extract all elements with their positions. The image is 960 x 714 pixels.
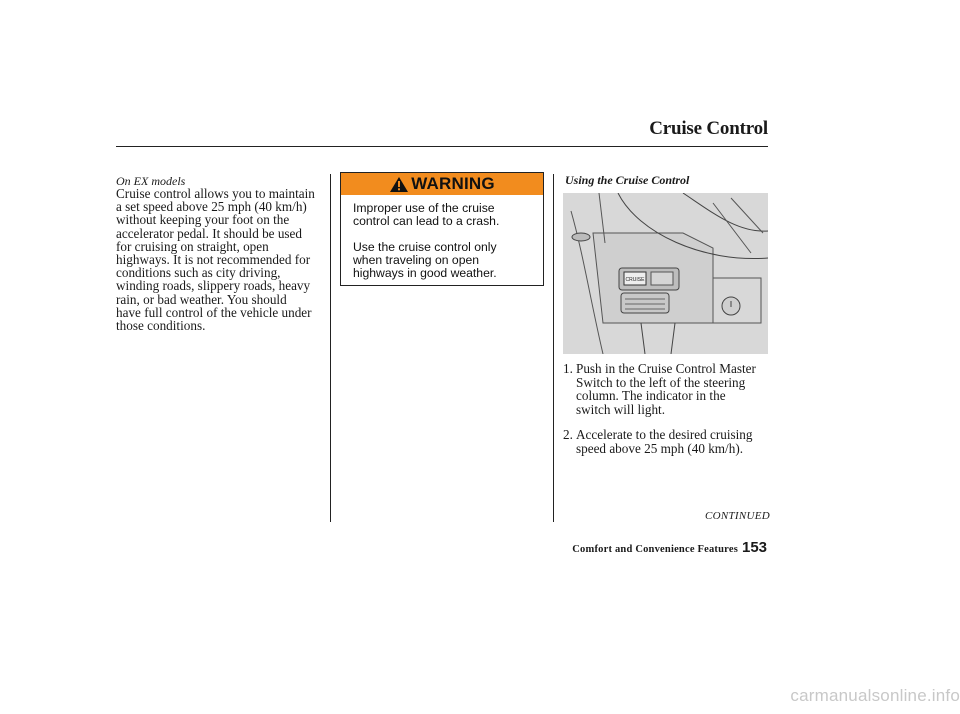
paragraph-line: those conditions. bbox=[116, 318, 206, 334]
paragraph-line: rain, or bad weather. You should bbox=[116, 291, 287, 307]
switch-label: CRUISE bbox=[625, 277, 645, 283]
warning-banner bbox=[341, 173, 543, 195]
intro-paragraph bbox=[116, 187, 328, 332]
step-text bbox=[576, 428, 776, 455]
warning-line: Improper use of the cruise bbox=[353, 201, 495, 215]
warning-title: WARNING bbox=[411, 174, 495, 193]
paragraph-line: for cruising on straight, open bbox=[116, 238, 269, 254]
paragraph-line: winding roads, slippery roads, heavy bbox=[116, 278, 311, 294]
paragraph-line: a set speed above 25 mph (40 km/h) bbox=[116, 199, 307, 215]
step-line: Push in the Cruise Control Master bbox=[576, 361, 756, 376]
warning-line: when traveling on open bbox=[353, 253, 480, 267]
header-rule bbox=[116, 146, 768, 147]
step-number: 2. bbox=[563, 427, 573, 442]
page-number: 153 bbox=[742, 539, 768, 556]
step-line: speed above 25 mph (40 km/h). bbox=[576, 440, 744, 456]
dashboard-illustration bbox=[563, 193, 768, 354]
warning-line: Use the cruise control only bbox=[353, 240, 497, 254]
paragraph-line: Cruise control allows you to maintain bbox=[116, 186, 315, 201]
paragraph-line: have full control of the vehicle under bbox=[116, 304, 312, 320]
step-2 bbox=[563, 428, 773, 460]
continued-label: CONTINUED bbox=[704, 510, 770, 522]
step-line: Switch to the left of the steering bbox=[576, 374, 746, 390]
warning-triangle-icon bbox=[389, 176, 409, 193]
paragraph-line: conditions such as city driving, bbox=[116, 265, 281, 281]
watermark: carmanualsonline.info bbox=[790, 686, 960, 705]
model-subhead: On EX models bbox=[116, 174, 186, 188]
warning-text-1 bbox=[353, 202, 539, 228]
section-subhead: Using the Cruise Control bbox=[565, 173, 690, 187]
warning-box bbox=[340, 172, 544, 286]
column-divider-right bbox=[553, 174, 554, 522]
paragraph-line: highways. It is not recommended for bbox=[116, 252, 311, 268]
step-line: column. The indicator in the bbox=[576, 388, 726, 403]
warning-line: control can lead to a crash. bbox=[353, 214, 500, 228]
warning-text-2 bbox=[353, 241, 539, 280]
step-line: switch will light. bbox=[576, 401, 666, 417]
column-divider-left bbox=[330, 174, 331, 522]
warning-line: highways in good weather. bbox=[353, 266, 497, 280]
step-1 bbox=[563, 362, 773, 422]
paragraph-line: without keeping your foot on the bbox=[116, 212, 290, 228]
page-title: Cruise Control bbox=[649, 118, 768, 139]
step-line: Accelerate to the desired cruising bbox=[576, 427, 753, 442]
step-text bbox=[576, 362, 776, 416]
footer-section-title: Comfort and Convenience Features bbox=[572, 544, 738, 555]
cruise-switch-photo bbox=[563, 193, 768, 354]
paragraph-line: accelerator pedal. It should be used bbox=[116, 225, 303, 241]
step-number: 1. bbox=[563, 361, 573, 376]
